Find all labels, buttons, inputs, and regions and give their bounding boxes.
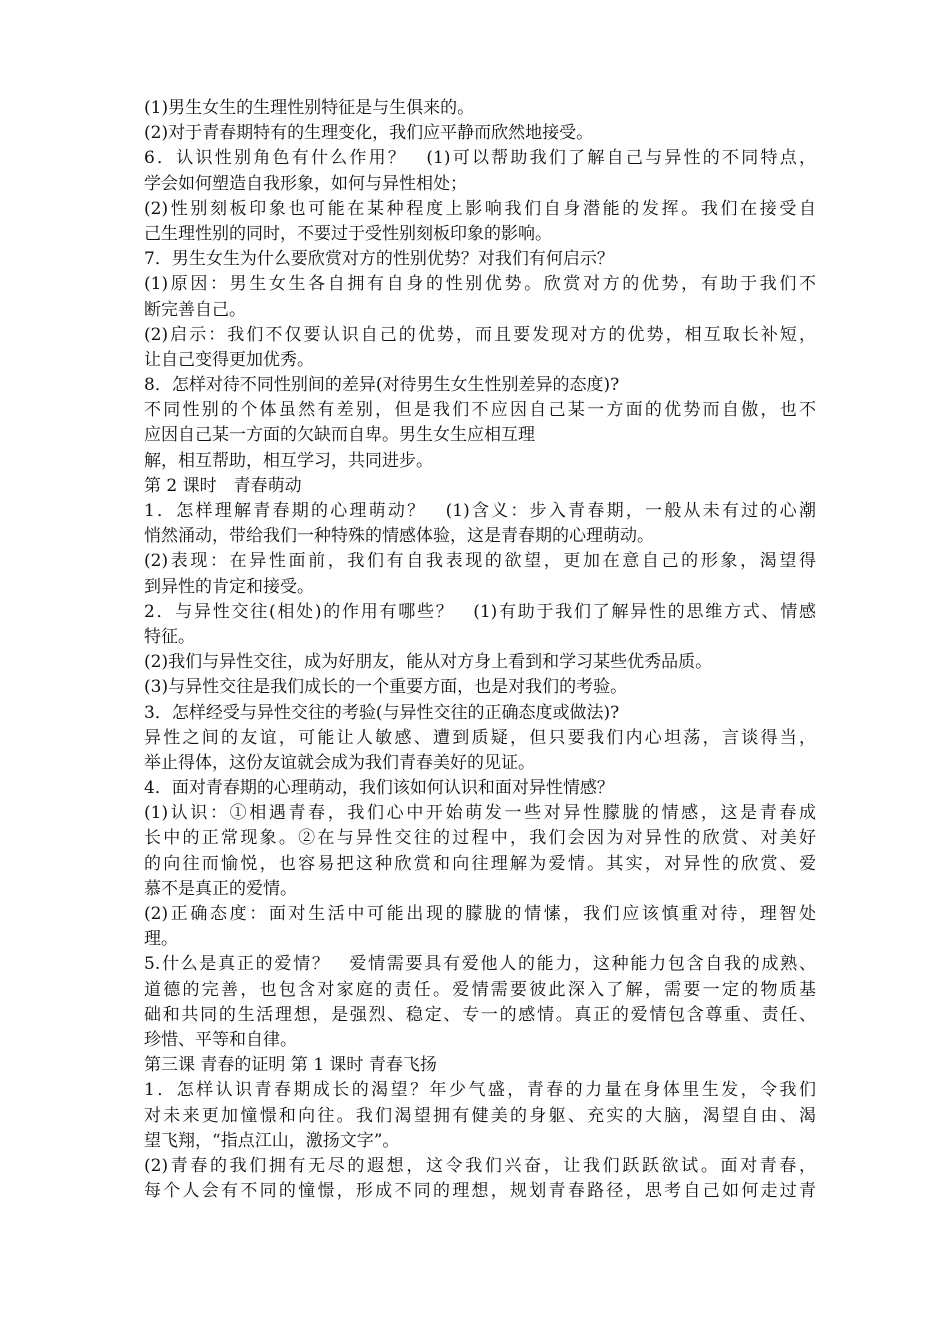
- section-heading: 第三课 青春的证明 第 1 课时 青春飞扬: [144, 1055, 437, 1076]
- text-line: (1)男生女生的生理性别特征是与生俱来的。: [144, 98, 475, 118]
- text-line: (2)表现：在异性面前，我们有自我表现的欲望，更加在意自己的形象，渴望得: [144, 551, 816, 572]
- text-line: 4．面对青春期的心理萌动，我们该如何认识和面对异性情感？: [144, 778, 614, 799]
- text-line: 望飞翔，“指点江山，激扬文字”。: [144, 1130, 400, 1151]
- text-line: (2)我们与异性交往，成为好朋友，能从对方身上看到和学习某些优秀品质。: [144, 652, 713, 673]
- text-line: 悄然涌动，带给我们一种特殊的情感体验，这是青春期的心理萌动。: [144, 526, 654, 547]
- text-line: 解，相互帮助，相互学习，共同进步。: [144, 450, 433, 471]
- text-line: (2)性别刻板印象也可能在某种程度上影响我们自身潜能的发挥。我们在接受自: [144, 198, 816, 219]
- text-line: 8．怎样对待不同性别间的差异(对待男生女生性别差异的态度)?: [144, 375, 620, 396]
- text-line: (3)与异性交往是我们成长的一个重要方面，也是对我们的考验。: [144, 677, 628, 698]
- text-line: 异性之间的友谊，可能让人敏感、遭到质疑，但只要我们内心坦荡，言谈得当，: [144, 727, 816, 748]
- text-line: 1．怎样认识青春期成长的渴望？年少气盛，青春的力量在身体里生发，令我们: [144, 1080, 816, 1101]
- text-line: (2)正确态度：面对生活中可能出现的朦胧的情愫，我们应该慎重对待，理智处: [144, 904, 816, 924]
- text-line: 应因自己某一方面的欠缺而自卑。男生女生应相互理: [144, 425, 535, 446]
- text-line: 珍惜、平等和自律。: [144, 1029, 297, 1050]
- section-heading: 第 2 课时 青春萌动: [144, 475, 302, 496]
- text-line: 道德的完善，也包含对家庭的责任。爱情需要彼此深入了解，需要一定的物质基: [144, 979, 816, 1000]
- text-line: (2)对于青春期特有的生理变化，我们应平静而欣然地接受。: [144, 123, 594, 144]
- text-line: (2)启示：我们不仅要认识自己的优势，而且要发现对方的优势，相互取长补短，: [144, 324, 816, 345]
- text-line: (2)青春的我们拥有无尽的遐想，这令我们兴奋，让我们跃跃欲试。面对青春，: [144, 1155, 816, 1176]
- text-line: 理。: [144, 929, 178, 950]
- text-line: (1)认识：①相遇青春，我们心中开始萌发一些对异性朦胧的情感，这是青春成: [144, 803, 816, 824]
- text-line: 学会如何塑造自我形象，如何与异性相处；: [144, 173, 467, 194]
- text-line: 础和共同的生活理想，是强烈、稳定、专一的感情。真正的爱情包含尊重、责任、: [144, 1004, 816, 1025]
- text-line: 到异性的肯定和接受。: [144, 576, 314, 597]
- text-line: 7．男生女生为什么要欣赏对方的性别优势？对我们有何启示？: [144, 249, 614, 270]
- text-line: 特征。: [144, 626, 195, 647]
- text-line: 3．怎样经受与异性交往的考验(与异性交往的正确态度或做法)?: [144, 702, 620, 723]
- text-line: 己生理性别的同时，不要过于受性别刻板印象的影响。: [144, 223, 552, 244]
- text-line: 慕不是真正的爱情。: [144, 878, 297, 899]
- text-line: 断完善自己。: [144, 299, 246, 320]
- text-line: 6．认识性别角色有什么作用？ (1)可以帮助我们了解自己与异性的不同特点，: [144, 148, 816, 169]
- text-line: 的向往而愉悦，也容易把这种欣赏和向往理解为爱情。其实，对异性的欣赏、爱: [144, 853, 816, 874]
- document-page: [144, 96, 816, 1204]
- text-line: 让自己变得更加优秀。: [144, 349, 314, 370]
- text-line: 每个人会有不同的憧憬，形成不同的理想，规划青春路径，思考自己如何走过青: [144, 1181, 816, 1202]
- text-line: 长中的正常现象。②在与异性交往的过程中，我们会因为对异性的欣赏、对美好: [144, 828, 816, 849]
- text-line: 2．与异性交往(相处)的作用有哪些？ (1)有助于我们了解异性的思维方式、情感: [144, 601, 816, 622]
- text-line: 1．怎样理解青春期的心理萌动？ (1)含义：步入青春期，一般从未有过的心潮: [144, 501, 816, 521]
- text-line: 举止得体，这份友谊就会成为我们青春美好的见证。: [144, 752, 535, 773]
- text-line: (1)原因：男生女生各自拥有自身的性别优势。欣赏对方的优势，有助于我们不: [144, 274, 816, 295]
- text-line: 不同性别的个体虽然有差别，但是我们不应因自己某一方面的优势而自傲，也不: [144, 400, 816, 421]
- text-line: 对未来更加憧憬和向往。我们渴望拥有健美的身躯、充实的大脑，渴望自由、渴: [144, 1105, 816, 1126]
- text-line: 5.什么是真正的爱情？ 爱情需要具有爱他人的能力，这种能力包含自我的成熟、: [144, 954, 816, 975]
